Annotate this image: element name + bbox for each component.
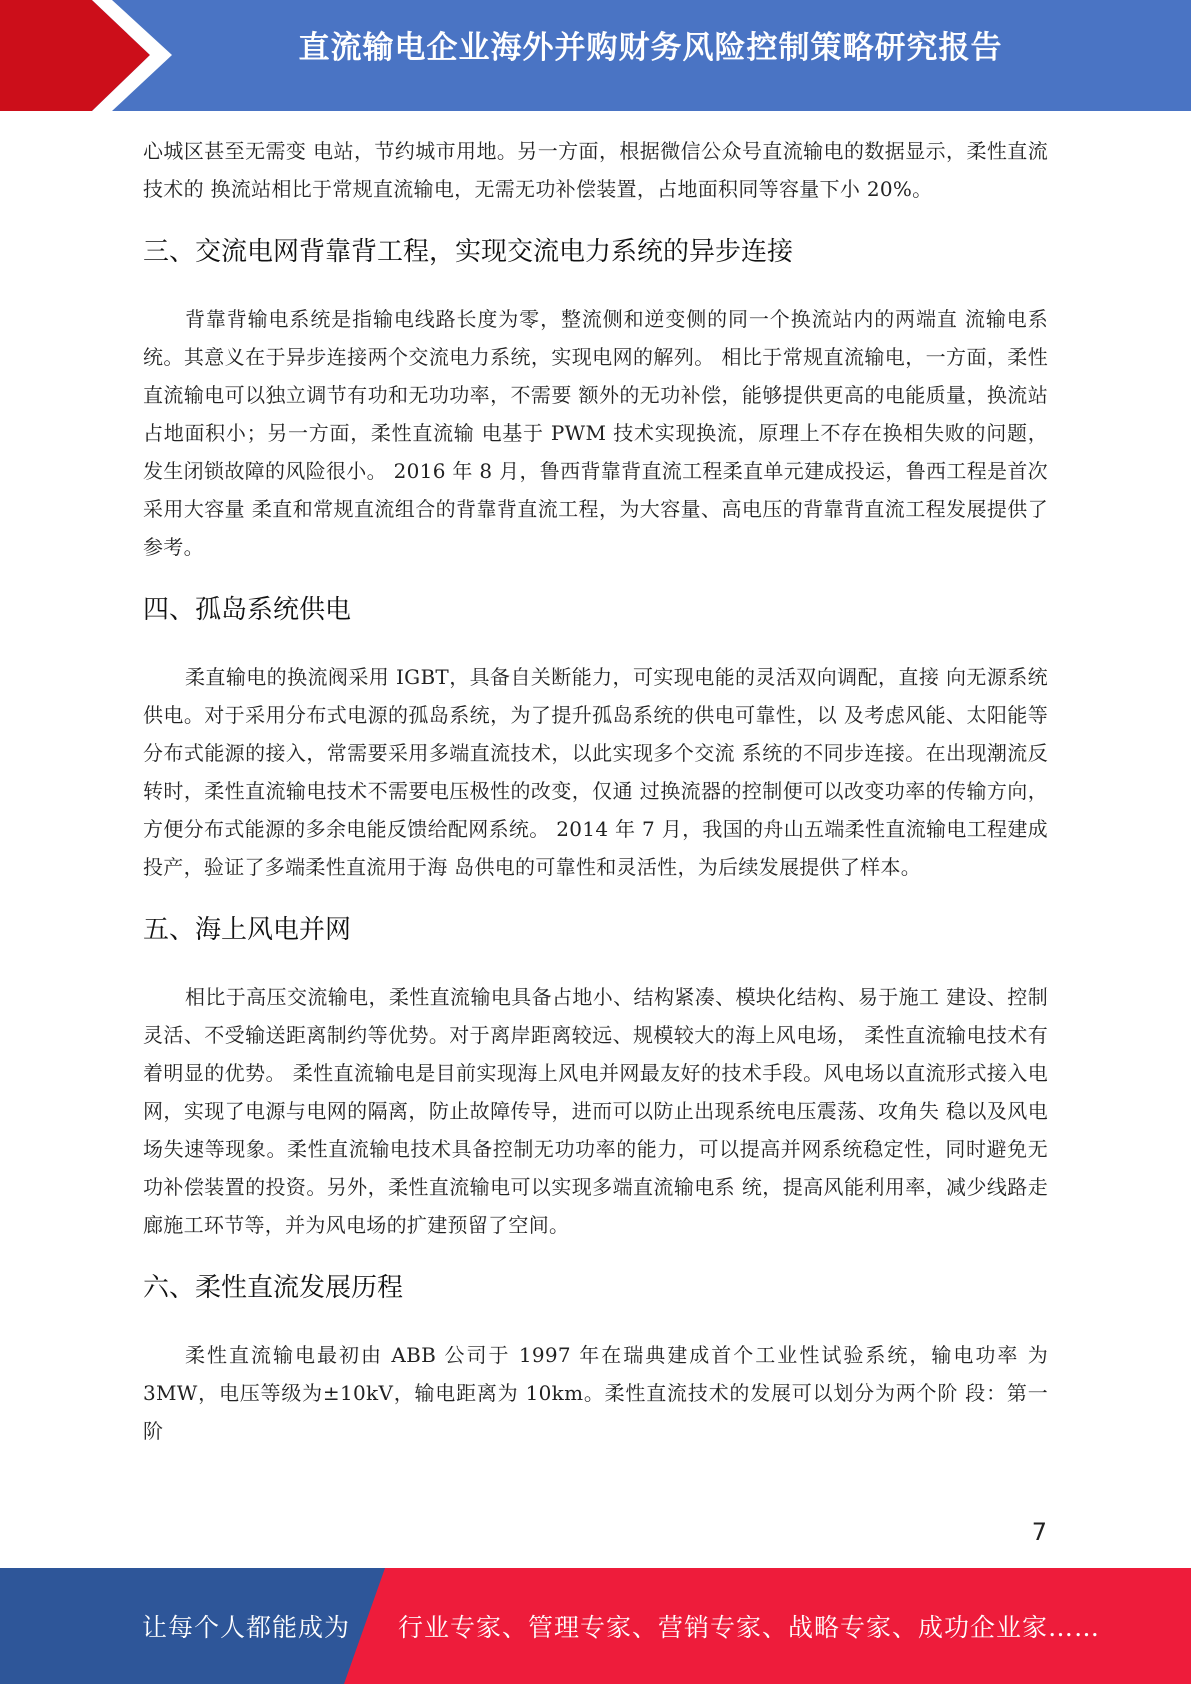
paragraph-offshore-wind: 相比于高压交流输电，柔性直流输电具备占地小、结构紧凑、模块化结构、易于施工 建设、控制灵活、不受输送距离制约等优势。对于离岸距离较远、规模较大的海上风电场， 柔性直流输电技术有着明显的优势。 柔性直流输电是目前实现海上风电并网最友好的技术手段。风电场以直流形式接入电 网，实现了电源与电网的隔离，防止故障传导，进而可以防止出现系统电压震荡、攻角失 稳以及风电场失速等现象。柔性直流输电技术具备控制无功功率的能力，可以提高并网系统稳定性，同时避免无功补偿装置的投资。另外，柔性直流输电可以实现多端直流输电系 统，提高风能利用率，减少线路走廊施工环节等，并为风电场的扩建预留了空间。 [143, 985, 1048, 1237]
paragraph-continued: 心城区甚至无需变 电站，节约城市用地。另一方面，根据微信公众号直流输电的数据显示，柔性直流技术的 换流站相比于常规直流输电，无需无功补偿装置，占地面积同等容量下小 20%。 [143, 139, 1048, 201]
page-header [0, 0, 1191, 111]
report-title: 直流输电企业海外并购财务风险控制策略研究报告 [298, 30, 1003, 66]
paragraph-island-supply: 柔直输电的换流阀采用 IGBT，具备自关断能力，可实现电能的灵活双向调配，直接 向无源系统供电。对于采用分布式电源的孤岛系统，为了提升孤岛系统的供电可靠性，以 及考虑风能、太阳能等分布式能源的接入，常需要采用多端直流技术，以此实现多个交流 系统的不同步连接。在出现潮流反转时，柔性直流输电技术不需要电压极性的改变，仅通 过换流器的控制便可以改变功率的传输方向，方便分布式能源的多余电能反馈给配网系统。 2014 年 7 月，我国的舟山五端柔性直流输电工程建成投产，验证了多端柔性直流用于海 岛供电的可靠性和灵活性，为后续发展提供了样本。 [143, 665, 1048, 879]
section-heading-5: 五、海上风电并网 [143, 915, 352, 945]
page-number: 7 [1031, 1518, 1047, 1546]
page-content [143, 132, 1048, 1450]
paragraph-history: 柔性直流输电最初由 ABB 公司于 1997 年在瑞典建成首个工业性试验系统，输电功率 为 3MW，电压等级为±10kV，输电距离为 10km。柔性直流技术的发展可以划分为两个阶 段：第一阶 [143, 1343, 1048, 1443]
section-heading-3: 三、交流电网背靠背工程，实现交流电力系统的异步连接 [143, 237, 794, 267]
section-heading-6: 六、柔性直流发展历程 [143, 1273, 404, 1303]
section-heading-4: 四、孤岛系统供电 [143, 595, 352, 625]
footer-slogan-right: 行业专家、管理专家、营销专家、战略专家、成功企业家…… [398, 1613, 1101, 1642]
page-footer [0, 1568, 1191, 1684]
footer-slogan-left: 让每个人都能成为 [142, 1613, 351, 1642]
paragraph-back-to-back: 背靠背输电系统是指输电线路长度为零，整流侧和逆变侧的同一个换流站内的两端直 流输电系统。其意义在于异步连接两个交流电力系统，实现电网的解列。 相比于常规直流输电，一方面，柔性直流输电可以独立调节有功和无功功率，不需要 额外的无功补偿，能够提供更高的电能质量，换流站占地面积小；另一方面，柔性直流输 电基于 PWM 技术实现换流，原理上不存在换相失败的问题，发生闭锁故障的风险很小。 2016 年 8 月，鲁西背靠背直流工程柔直单元建成投运，鲁西工程是首次采用大容量 柔直和常规直流组合的背靠背直流工程，为大容量、高电压的背靠背直流工程发展提供了 参考。 [143, 307, 1048, 559]
